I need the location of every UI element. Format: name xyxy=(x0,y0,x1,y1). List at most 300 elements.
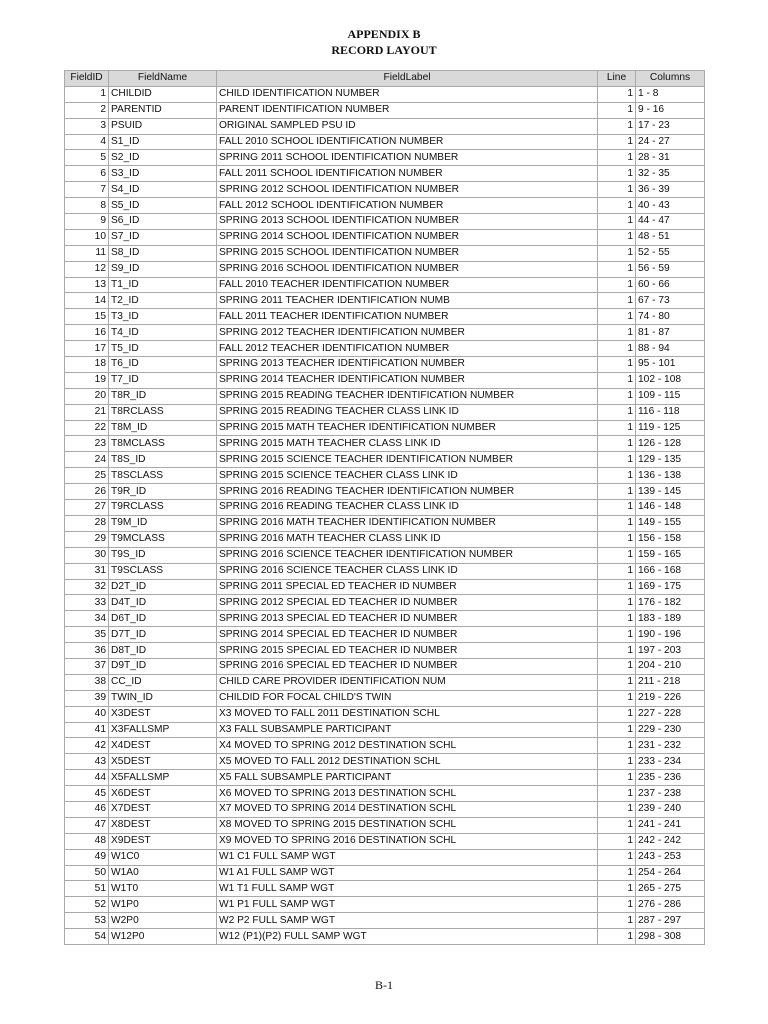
table-row xyxy=(65,452,705,468)
field-name-cell: S8_ID xyxy=(109,245,217,261)
columns-cell: 102 - 108 xyxy=(636,372,705,388)
field-label-cell: FALL 2010 SCHOOL IDENTIFICATION NUMBER xyxy=(217,134,598,150)
field-id-cell: 41 xyxy=(65,722,109,738)
columns-cell: 235 - 236 xyxy=(636,770,705,786)
columns-cell: 81 - 87 xyxy=(636,325,705,341)
field-label-cell: X5 MOVED TO FALL 2012 DESTINATION SCHL xyxy=(217,754,598,770)
field-id-cell: 36 xyxy=(65,643,109,659)
table-row xyxy=(65,404,705,420)
field-label-cell: W2 P2 FULL SAMP WGT xyxy=(217,913,598,929)
columns-cell: 156 - 158 xyxy=(636,531,705,547)
columns-cell: 95 - 101 xyxy=(636,357,705,373)
field-id-cell: 28 xyxy=(65,515,109,531)
field-name-cell: T9R_ID xyxy=(109,484,217,500)
table-row xyxy=(65,420,705,436)
field-name-cell: S4_ID xyxy=(109,182,217,198)
line-cell: 1 xyxy=(598,817,636,833)
table-row xyxy=(65,500,705,516)
field-label-cell: W1 A1 FULL SAMP WGT xyxy=(217,865,598,881)
field-name-cell: T5_ID xyxy=(109,341,217,357)
line-cell: 1 xyxy=(598,674,636,690)
field-label-cell: W12 (P1)(P2) FULL SAMP WGT xyxy=(217,929,598,945)
field-label-cell: X6 MOVED TO SPRING 2013 DESTINATION SCHL xyxy=(217,786,598,802)
table-row xyxy=(65,372,705,388)
field-label-cell: FALL 2012 SCHOOL IDENTIFICATION NUMBER xyxy=(217,198,598,214)
columns-cell: 241 - 241 xyxy=(636,817,705,833)
table-row xyxy=(65,214,705,230)
field-name-cell: T8MCLASS xyxy=(109,436,217,452)
field-name-cell: T9S_ID xyxy=(109,547,217,563)
field-id-cell: 43 xyxy=(65,754,109,770)
field-name-cell: T1_ID xyxy=(109,277,217,293)
table-row xyxy=(65,134,705,150)
line-cell: 1 xyxy=(598,754,636,770)
field-id-cell: 10 xyxy=(65,229,109,245)
field-id-cell: 20 xyxy=(65,388,109,404)
table-row xyxy=(65,627,705,643)
line-cell: 1 xyxy=(598,102,636,118)
field-id-cell: 2 xyxy=(65,102,109,118)
table-row xyxy=(65,897,705,913)
field-name-cell: PARENTID xyxy=(109,102,217,118)
field-id-cell: 35 xyxy=(65,627,109,643)
table-row xyxy=(65,595,705,611)
field-id-cell: 22 xyxy=(65,420,109,436)
field-id-cell: 17 xyxy=(65,341,109,357)
line-cell: 1 xyxy=(598,372,636,388)
field-id-cell: 40 xyxy=(65,706,109,722)
columns-cell: 17 - 23 xyxy=(636,118,705,134)
field-name-cell: S1_ID xyxy=(109,134,217,150)
field-label-cell: SPRING 2016 MATH TEACHER CLASS LINK ID xyxy=(217,531,598,547)
field-label-cell: SPRING 2012 SCHOOL IDENTIFICATION NUMBER xyxy=(217,182,598,198)
columns-cell: 32 - 35 xyxy=(636,166,705,182)
columns-cell: 36 - 39 xyxy=(636,182,705,198)
columns-cell: 276 - 286 xyxy=(636,897,705,913)
line-cell: 1 xyxy=(598,627,636,643)
columns-cell: 139 - 145 xyxy=(636,484,705,500)
column-header-columns: Columns xyxy=(636,71,705,87)
field-name-cell: T8M_ID xyxy=(109,420,217,436)
table-row xyxy=(65,817,705,833)
field-name-cell: T3_ID xyxy=(109,309,217,325)
field-name-cell: W1C0 xyxy=(109,849,217,865)
columns-cell: 287 - 297 xyxy=(636,913,705,929)
columns-cell: 28 - 31 xyxy=(636,150,705,166)
field-name-cell: T8R_ID xyxy=(109,388,217,404)
columns-cell: 9 - 16 xyxy=(636,102,705,118)
field-label-cell: SPRING 2015 READING TEACHER CLASS LINK ID xyxy=(217,404,598,420)
columns-cell: 159 - 165 xyxy=(636,547,705,563)
field-id-cell: 51 xyxy=(65,881,109,897)
field-name-cell: X6DEST xyxy=(109,786,217,802)
field-name-cell: W2P0 xyxy=(109,913,217,929)
columns-cell: 298 - 308 xyxy=(636,929,705,945)
table-row xyxy=(65,341,705,357)
field-id-cell: 5 xyxy=(65,150,109,166)
field-name-cell: S6_ID xyxy=(109,214,217,230)
field-id-cell: 53 xyxy=(65,913,109,929)
field-name-cell: D2T_ID xyxy=(109,579,217,595)
field-name-cell: T8S_ID xyxy=(109,452,217,468)
columns-cell: 52 - 55 xyxy=(636,245,705,261)
field-id-cell: 52 xyxy=(65,897,109,913)
field-label-cell: FALL 2010 TEACHER IDENTIFICATION NUMBER xyxy=(217,277,598,293)
columns-cell: 229 - 230 xyxy=(636,722,705,738)
line-cell: 1 xyxy=(598,214,636,230)
columns-cell: 44 - 47 xyxy=(636,214,705,230)
columns-cell: 204 - 210 xyxy=(636,658,705,674)
field-id-cell: 8 xyxy=(65,198,109,214)
table-row xyxy=(65,325,705,341)
field-name-cell: X5FALLSMP xyxy=(109,770,217,786)
field-id-cell: 47 xyxy=(65,817,109,833)
field-name-cell: S2_ID xyxy=(109,150,217,166)
table-row xyxy=(65,388,705,404)
line-cell: 1 xyxy=(598,849,636,865)
field-id-cell: 12 xyxy=(65,261,109,277)
columns-cell: 176 - 182 xyxy=(636,595,705,611)
field-label-cell: CHILDID FOR FOCAL CHILD'S TWIN xyxy=(217,690,598,706)
line-cell: 1 xyxy=(598,118,636,134)
field-label-cell: SPRING 2015 READING TEACHER IDENTIFICATION NUMBER xyxy=(217,388,598,404)
field-id-cell: 3 xyxy=(65,118,109,134)
columns-cell: 56 - 59 xyxy=(636,261,705,277)
line-cell: 1 xyxy=(598,595,636,611)
appendix-heading: APPENDIX B xyxy=(347,27,421,41)
field-name-cell: D4T_ID xyxy=(109,595,217,611)
table-row xyxy=(65,277,705,293)
field-name-cell: T8RCLASS xyxy=(109,404,217,420)
field-label-cell: CHILD CARE PROVIDER IDENTIFICATION NUM xyxy=(217,674,598,690)
line-cell: 1 xyxy=(598,547,636,563)
table-row xyxy=(65,293,705,309)
field-id-cell: 26 xyxy=(65,484,109,500)
field-label-cell: SPRING 2015 SCIENCE TEACHER IDENTIFICATION NUMBER xyxy=(217,452,598,468)
line-cell: 1 xyxy=(598,706,636,722)
field-name-cell: X5DEST xyxy=(109,754,217,770)
column-header-line: Line xyxy=(598,71,636,87)
columns-cell: 190 - 196 xyxy=(636,627,705,643)
field-id-cell: 18 xyxy=(65,357,109,373)
line-cell: 1 xyxy=(598,309,636,325)
field-id-cell: 19 xyxy=(65,372,109,388)
field-id-cell: 33 xyxy=(65,595,109,611)
line-cell: 1 xyxy=(598,515,636,531)
line-cell: 1 xyxy=(598,468,636,484)
field-id-cell: 27 xyxy=(65,500,109,516)
field-id-cell: 31 xyxy=(65,563,109,579)
table-row xyxy=(65,86,705,102)
columns-cell: 219 - 226 xyxy=(636,690,705,706)
table-row xyxy=(65,309,705,325)
columns-cell: 237 - 238 xyxy=(636,786,705,802)
columns-cell: 109 - 115 xyxy=(636,388,705,404)
field-id-cell: 46 xyxy=(65,801,109,817)
table-row xyxy=(65,722,705,738)
field-id-cell: 38 xyxy=(65,674,109,690)
table-header-row xyxy=(65,71,705,87)
field-id-cell: 16 xyxy=(65,325,109,341)
table-row xyxy=(65,754,705,770)
columns-cell: 88 - 94 xyxy=(636,341,705,357)
field-id-cell: 30 xyxy=(65,547,109,563)
field-name-cell: S7_ID xyxy=(109,229,217,245)
columns-cell: 197 - 203 xyxy=(636,643,705,659)
line-cell: 1 xyxy=(598,897,636,913)
field-label-cell: SPRING 2011 SCHOOL IDENTIFICATION NUMBER xyxy=(217,150,598,166)
columns-cell: 211 - 218 xyxy=(636,674,705,690)
table-row xyxy=(65,484,705,500)
line-cell: 1 xyxy=(598,658,636,674)
line-cell: 1 xyxy=(598,643,636,659)
table-row xyxy=(65,849,705,865)
field-label-cell: FALL 2011 TEACHER IDENTIFICATION NUMBER xyxy=(217,309,598,325)
field-name-cell: W1A0 xyxy=(109,865,217,881)
field-name-cell: W1P0 xyxy=(109,897,217,913)
line-cell: 1 xyxy=(598,388,636,404)
field-label-cell: FALL 2011 SCHOOL IDENTIFICATION NUMBER xyxy=(217,166,598,182)
field-name-cell: S9_ID xyxy=(109,261,217,277)
field-id-cell: 50 xyxy=(65,865,109,881)
field-label-cell: W1 T1 FULL SAMP WGT xyxy=(217,881,598,897)
field-id-cell: 6 xyxy=(65,166,109,182)
columns-cell: 116 - 118 xyxy=(636,404,705,420)
field-id-cell: 34 xyxy=(65,611,109,627)
field-name-cell: T8SCLASS xyxy=(109,468,217,484)
field-id-cell: 9 xyxy=(65,214,109,230)
line-cell: 1 xyxy=(598,722,636,738)
table-row xyxy=(65,579,705,595)
field-name-cell: T2_ID xyxy=(109,293,217,309)
field-label-cell: SPRING 2013 SPECIAL ED TEACHER ID NUMBER xyxy=(217,611,598,627)
column-header-fieldlabel: FieldLabel xyxy=(217,71,598,87)
line-cell: 1 xyxy=(598,341,636,357)
table-row xyxy=(65,786,705,802)
field-name-cell: S3_ID xyxy=(109,166,217,182)
line-cell: 1 xyxy=(598,134,636,150)
field-label-cell: X8 MOVED TO SPRING 2015 DESTINATION SCHL xyxy=(217,817,598,833)
field-name-cell: CC_ID xyxy=(109,674,217,690)
column-header-fieldid: FieldID xyxy=(65,71,109,87)
table-row xyxy=(65,881,705,897)
columns-cell: 74 - 80 xyxy=(636,309,705,325)
line-cell: 1 xyxy=(598,833,636,849)
line-cell: 1 xyxy=(598,770,636,786)
line-cell: 1 xyxy=(598,865,636,881)
field-label-cell: FALL 2012 TEACHER IDENTIFICATION NUMBER xyxy=(217,341,598,357)
field-id-cell: 24 xyxy=(65,452,109,468)
table-body xyxy=(65,86,705,944)
columns-cell: 146 - 148 xyxy=(636,500,705,516)
columns-cell: 231 - 232 xyxy=(636,738,705,754)
table-row xyxy=(65,929,705,945)
field-label-cell: SPRING 2014 SPECIAL ED TEACHER ID NUMBER xyxy=(217,627,598,643)
line-cell: 1 xyxy=(598,500,636,516)
field-id-cell: 42 xyxy=(65,738,109,754)
field-name-cell: X3DEST xyxy=(109,706,217,722)
field-label-cell: SPRING 2013 SCHOOL IDENTIFICATION NUMBER xyxy=(217,214,598,230)
field-name-cell: T9RCLASS xyxy=(109,500,217,516)
field-name-cell: W1T0 xyxy=(109,881,217,897)
table-row xyxy=(65,706,705,722)
table-row xyxy=(65,690,705,706)
columns-cell: 129 - 135 xyxy=(636,452,705,468)
line-cell: 1 xyxy=(598,563,636,579)
table-row xyxy=(65,198,705,214)
field-label-cell: SPRING 2015 SCIENCE TEACHER CLASS LINK ID xyxy=(217,468,598,484)
field-name-cell: X7DEST xyxy=(109,801,217,817)
columns-cell: 265 - 275 xyxy=(636,881,705,897)
page-number: B-1 xyxy=(375,978,393,992)
field-label-cell: X9 MOVED TO SPRING 2016 DESTINATION SCHL xyxy=(217,833,598,849)
field-id-cell: 4 xyxy=(65,134,109,150)
line-cell: 1 xyxy=(598,420,636,436)
line-cell: 1 xyxy=(598,801,636,817)
line-cell: 1 xyxy=(598,245,636,261)
line-cell: 1 xyxy=(598,452,636,468)
field-label-cell: SPRING 2016 SPECIAL ED TEACHER ID NUMBER xyxy=(217,658,598,674)
columns-cell: 48 - 51 xyxy=(636,229,705,245)
field-name-cell: T9M_ID xyxy=(109,515,217,531)
table-row xyxy=(65,674,705,690)
columns-cell: 40 - 43 xyxy=(636,198,705,214)
field-id-cell: 48 xyxy=(65,833,109,849)
field-id-cell: 45 xyxy=(65,786,109,802)
field-label-cell: SPRING 2012 TEACHER IDENTIFICATION NUMBER xyxy=(217,325,598,341)
field-id-cell: 39 xyxy=(65,690,109,706)
field-name-cell: D8T_ID xyxy=(109,643,217,659)
field-name-cell: W12P0 xyxy=(109,929,217,945)
columns-cell: 166 - 168 xyxy=(636,563,705,579)
field-label-cell: ORIGINAL SAMPLED PSU ID xyxy=(217,118,598,134)
table-row xyxy=(65,150,705,166)
field-name-cell: D9T_ID xyxy=(109,658,217,674)
line-cell: 1 xyxy=(598,881,636,897)
field-label-cell: SPRING 2015 SCHOOL IDENTIFICATION NUMBER xyxy=(217,245,598,261)
table-row xyxy=(65,738,705,754)
field-label-cell: SPRING 2013 TEACHER IDENTIFICATION NUMBER xyxy=(217,357,598,373)
field-label-cell: SPRING 2011 TEACHER IDENTIFICATION NUMB xyxy=(217,293,598,309)
field-name-cell: X4DEST xyxy=(109,738,217,754)
field-label-cell: W1 P1 FULL SAMP WGT xyxy=(217,897,598,913)
table-row xyxy=(65,913,705,929)
field-name-cell: D6T_ID xyxy=(109,611,217,627)
line-cell: 1 xyxy=(598,690,636,706)
field-name-cell: T6_ID xyxy=(109,357,217,373)
line-cell: 1 xyxy=(598,484,636,500)
line-cell: 1 xyxy=(598,436,636,452)
field-label-cell: SPRING 2016 SCIENCE TEACHER IDENTIFICATION NUMBER xyxy=(217,547,598,563)
field-name-cell: PSUID xyxy=(109,118,217,134)
field-id-cell: 7 xyxy=(65,182,109,198)
field-label-cell: SPRING 2012 SPECIAL ED TEACHER ID NUMBER xyxy=(217,595,598,611)
record-layout-table xyxy=(64,70,705,945)
table-row xyxy=(65,658,705,674)
field-name-cell: X8DEST xyxy=(109,817,217,833)
columns-cell: 243 - 253 xyxy=(636,849,705,865)
field-label-cell: SPRING 2015 SPECIAL ED TEACHER ID NUMBER xyxy=(217,643,598,659)
field-label-cell: X4 MOVED TO SPRING 2012 DESTINATION SCHL xyxy=(217,738,598,754)
field-label-cell: X3 FALL SUBSAMPLE PARTICIPANT xyxy=(217,722,598,738)
table-row xyxy=(65,547,705,563)
field-name-cell: X3FALLSMP xyxy=(109,722,217,738)
field-name-cell: TWIN_ID xyxy=(109,690,217,706)
field-label-cell: SPRING 2016 READING TEACHER IDENTIFICATION NUMBER xyxy=(217,484,598,500)
field-id-cell: 23 xyxy=(65,436,109,452)
table-row xyxy=(65,118,705,134)
field-label-cell: CHILD IDENTIFICATION NUMBER xyxy=(217,86,598,102)
field-label-cell: SPRING 2015 MATH TEACHER CLASS LINK ID xyxy=(217,436,598,452)
line-cell: 1 xyxy=(598,738,636,754)
columns-cell: 183 - 189 xyxy=(636,611,705,627)
columns-cell: 1 - 8 xyxy=(636,86,705,102)
field-label-cell: SPRING 2014 TEACHER IDENTIFICATION NUMBER xyxy=(217,372,598,388)
table-row xyxy=(65,531,705,547)
table-row xyxy=(65,436,705,452)
field-id-cell: 13 xyxy=(65,277,109,293)
line-cell: 1 xyxy=(598,913,636,929)
table-row xyxy=(65,166,705,182)
line-cell: 1 xyxy=(598,325,636,341)
field-name-cell: CHILDID xyxy=(109,86,217,102)
field-label-cell: W1 C1 FULL SAMP WGT xyxy=(217,849,598,865)
table-row xyxy=(65,865,705,881)
field-name-cell: T7_ID xyxy=(109,372,217,388)
columns-cell: 242 - 242 xyxy=(636,833,705,849)
line-cell: 1 xyxy=(598,229,636,245)
line-cell: 1 xyxy=(598,182,636,198)
columns-cell: 24 - 27 xyxy=(636,134,705,150)
field-id-cell: 54 xyxy=(65,929,109,945)
field-label-cell: SPRING 2015 MATH TEACHER IDENTIFICATION NUMBER xyxy=(217,420,598,436)
field-id-cell: 1 xyxy=(65,86,109,102)
table-row xyxy=(65,801,705,817)
field-label-cell: SPRING 2011 SPECIAL ED TEACHER ID NUMBER xyxy=(217,579,598,595)
table-row xyxy=(65,182,705,198)
field-id-cell: 37 xyxy=(65,658,109,674)
field-id-cell: 29 xyxy=(65,531,109,547)
columns-cell: 227 - 228 xyxy=(636,706,705,722)
line-cell: 1 xyxy=(598,786,636,802)
line-cell: 1 xyxy=(598,404,636,420)
field-name-cell: T4_ID xyxy=(109,325,217,341)
line-cell: 1 xyxy=(598,293,636,309)
field-label-cell: SPRING 2016 SCHOOL IDENTIFICATION NUMBER xyxy=(217,261,598,277)
columns-cell: 239 - 240 xyxy=(636,801,705,817)
table-row xyxy=(65,833,705,849)
field-id-cell: 15 xyxy=(65,309,109,325)
field-name-cell: T9MCLASS xyxy=(109,531,217,547)
field-id-cell: 25 xyxy=(65,468,109,484)
columns-cell: 149 - 155 xyxy=(636,515,705,531)
line-cell: 1 xyxy=(598,579,636,595)
field-label-cell: SPRING 2016 READING TEACHER CLASS LINK ID xyxy=(217,500,598,516)
field-label-cell: X7 MOVED TO SPRING 2014 DESTINATION SCHL xyxy=(217,801,598,817)
columns-cell: 169 - 175 xyxy=(636,579,705,595)
line-cell: 1 xyxy=(598,150,636,166)
field-label-cell: PARENT IDENTIFICATION NUMBER xyxy=(217,102,598,118)
page-title: RECORD LAYOUT xyxy=(331,43,437,57)
table-row xyxy=(65,245,705,261)
line-cell: 1 xyxy=(598,261,636,277)
line-cell: 1 xyxy=(598,357,636,373)
field-label-cell: SPRING 2016 SCIENCE TEACHER CLASS LINK ID xyxy=(217,563,598,579)
column-header-fieldname: FieldName xyxy=(109,71,217,87)
field-name-cell: T9SCLASS xyxy=(109,563,217,579)
line-cell: 1 xyxy=(598,531,636,547)
line-cell: 1 xyxy=(598,166,636,182)
